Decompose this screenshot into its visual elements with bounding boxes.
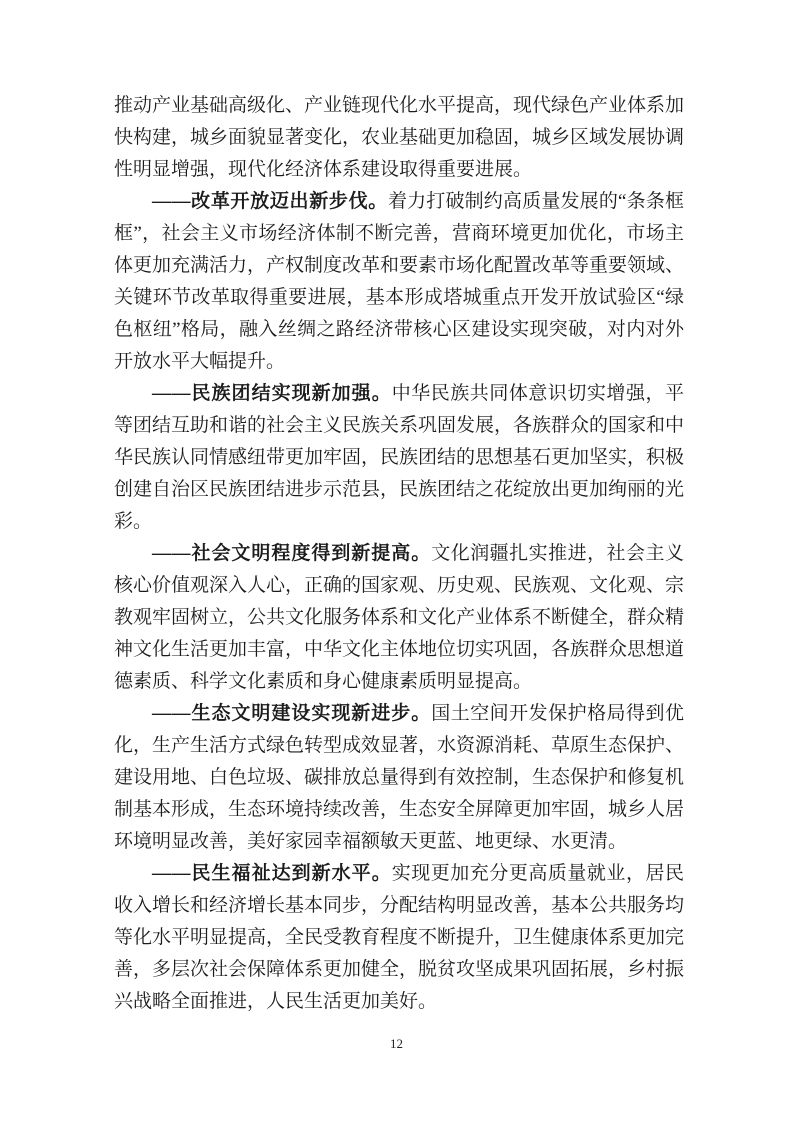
paragraph-body: 推动产业基础高级化、产业链现代化水平提高，现代绿色产业体系加快构建，城乡面貌显著变化，农业基础更加稳固，城乡区域发展协调性明显增强，现代化经济体系建设取得重要进展。: [114, 95, 685, 180]
page-number: 12: [390, 1036, 403, 1051]
paragraph-lead: ——民生福祉达到新水平。: [152, 863, 392, 884]
paragraph-lead: ——社会文明程度得到新提高。: [152, 543, 432, 564]
paragraph-body: 着力打破制约高质量发展的“条条框框”，社会主义市场经济体制不断完善，营商环境更加优化，市场主体更加充满活力，产权制度改革和要素市场化配置改革等重要领域、关键环节改革取得重要进展，基本形成塔城重点开发开放试验区“绿色枢纽”格局，融入丝绸之路经济带核心区建设实现突破，对内对外开放水平大幅提升。: [114, 191, 685, 372]
paragraph-body: 实现更加充分更高质量就业，居民收入增长和经济增长基本同步，分配结构明显改善，基本公共服务均等化水平明显提高，全民受教育程度不断提升，卫生健康体系更加完善，多层次社会保障体系更加健全，脱贫攻坚成果巩固拓展，乡村振兴战略全面推进，人民生活更加美好。: [114, 863, 685, 1012]
paragraph-livelihood-welfare: [114, 858, 684, 1018]
paragraph-ecological-civilization: [114, 698, 684, 858]
paragraph-lead: ——民族团结实现新加强。: [152, 383, 392, 404]
paragraph-body: 中华民族共同体意识切实增强，平等团结互助和谐的社会主义民族关系巩固发展，各族群众的国家和中华民族认同情感纽带更加牢固，民族团结的思想基石更加坚实，积极创建自治区民族团结进步示范县，民族团结之花绽放出更加绚丽的光彩。: [114, 383, 685, 532]
paragraph-social-civilization: [114, 538, 684, 698]
paragraph-ethnic-unity: [114, 378, 684, 538]
paragraph-lead: ——生态文明建设实现新进步。: [152, 703, 432, 724]
paragraph-body: 国土空间开发保护格局得到优化，生产生活方式绿色转型成效显著，水资源消耗、草原生态保护、建设用地、白色垃圾、碳排放总量得到有效控制，生态保护和修复机制基本形成，生态环境持续改善，生态安全屏障更加牢固，城乡人居环境明显改善，美好家园幸福额敏天更蓝、地更绿、水更清。: [114, 703, 685, 852]
document-text-block: [114, 90, 684, 1018]
paragraph-lead: ——改革开放迈出新步伐。: [152, 191, 388, 212]
paragraph-continuation: [114, 90, 684, 186]
paragraph-reform-opening: [114, 186, 684, 378]
paragraph-body: 文化润疆扎实推进，社会主义核心价值观深入人心，正确的国家观、历史观、民族观、文化观、宗教观牢固树立，公共文化服务体系和文化产业体系不断健全，群众精神文化生活更加丰富，中华文化主体地位切实巩固，各族群众思想道德素质、科学文化素质和身心健康素质明显提高。: [114, 543, 685, 692]
